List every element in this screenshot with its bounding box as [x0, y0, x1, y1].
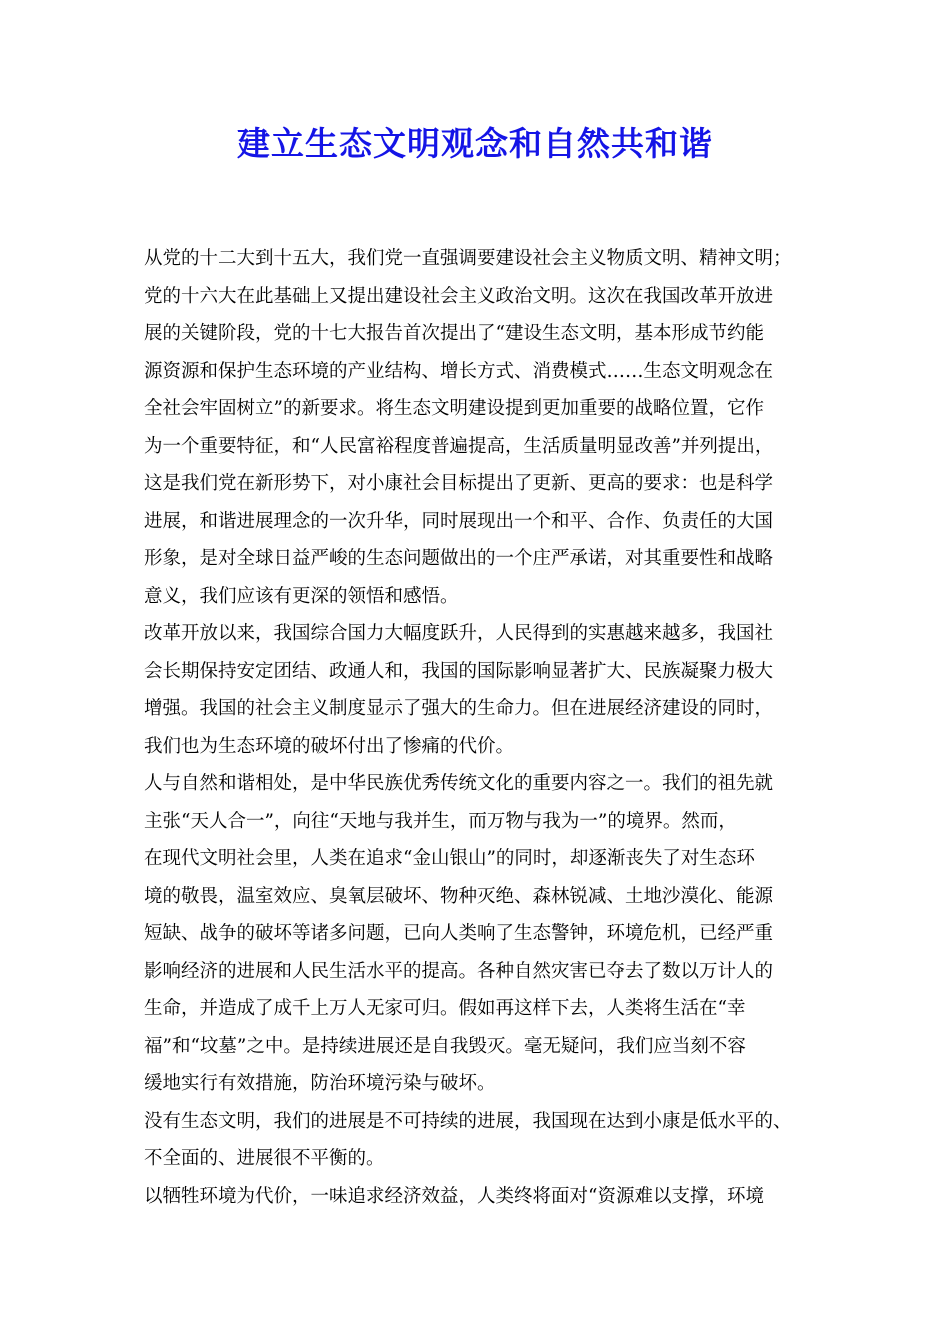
text-line: 这是我们党在新形势下，对小康社会目标提出了更新、更高的要求：也是科学	[144, 473, 774, 494]
text-line: 意义，我们应该有更深的领悟和感悟。	[144, 585, 459, 607]
text-line: 我们也为生态环境的破坏付出了惨痛的代价。	[144, 735, 515, 757]
text-line: 影响经济的进展和人民生活水平的提高。各种自然灾害已夺去了数以万计人的	[144, 960, 774, 982]
text-line: 增强。我国的社会主义制度显示了强大的生命力。但在进展经济建设的同时，	[144, 698, 774, 719]
text-line: 从党的十二大到十五大，我们党一直强调要建设社会主义物质文明、精神文明；	[144, 248, 792, 269]
text-line: 在现代文明社会里，人类在追求“金山银山”的同时，却逐渐丧失了对生态环	[144, 848, 755, 869]
text-line: 不全面的、进展很不平衡的。	[144, 1148, 385, 1169]
text-line: 源资源和保护生态环境的产业结构、增长方式、消费模式……生态文明观念在	[144, 360, 774, 382]
text-line: 生命，并造成了成千上万人无家可归。假如再这样下去，人类将生活在“幸	[144, 998, 746, 1019]
text-line: 人与自然和谐相处，是中华民族优秀传统文化的重要内容之一。我们的祖先就	[144, 773, 774, 794]
document-title: 建立生态文明观念和自然共和谐	[237, 124, 713, 163]
text-line: 主张“天人合一”，向往“天地与我并生，而万物与我为一”的境界。然而，	[144, 810, 737, 832]
text-line: 缓地实行有效措施，防治环境污染与破坏。	[144, 1073, 496, 1094]
text-line: 短缺、战争的破坏等诸多问题，已向人类响了生态警钟，环境危机，已经严重	[144, 923, 774, 944]
text-line: 进展，和谐进展理念的一次升华，同时展现出一个和平、合作、负责任的大国	[144, 510, 774, 532]
document-body	[144, 240, 834, 1215]
text-line: 没有生态文明，我们的进展是不可持续的进展，我国现在达到小康是低水平的、	[144, 1110, 792, 1132]
text-line: 为一个重要特征，和“人民富裕程度普遍提高，生活质量明显改善”并列提出，	[144, 435, 774, 457]
text-line: 以牺牲环境为代价，一味追求经济效益，人类终将面对“资源难以支撑，环境	[144, 1185, 764, 1207]
text-line: 形象，是对全球日益严峻的生态问题做出的一个庄严承诺，对其重要性和战略	[144, 548, 774, 569]
text-line: 展的关键阶段，党的十七大报告首次提出了“建设生态文明，基本形成节约能	[144, 323, 764, 344]
text-line: 党的十六大在此基础上又提出建设社会主义政治文明。这次在我国改革开放进	[144, 285, 774, 307]
text-line: 全社会牢固树立”的新要求。将生态文明建设提到更加重要的战略位置，它作	[144, 398, 764, 419]
text-line: 改革开放以来，我国综合国力大幅度跃升，人民得到的实惠越来越多，我国社	[144, 623, 774, 644]
text-line: 会长期保持安定团结、政通人和，我国的国际影响显著扩大、民族凝聚力极大	[144, 660, 774, 682]
text-line: 境的敬畏，温室效应、臭氧层破坏、物种灭绝、森林锐减、土地沙漠化、能源	[144, 885, 774, 907]
text-line: 福”和“坟墓”之中。是持续进展还是自我毁灭。毫无疑问，我们应当刻不容	[144, 1035, 746, 1057]
